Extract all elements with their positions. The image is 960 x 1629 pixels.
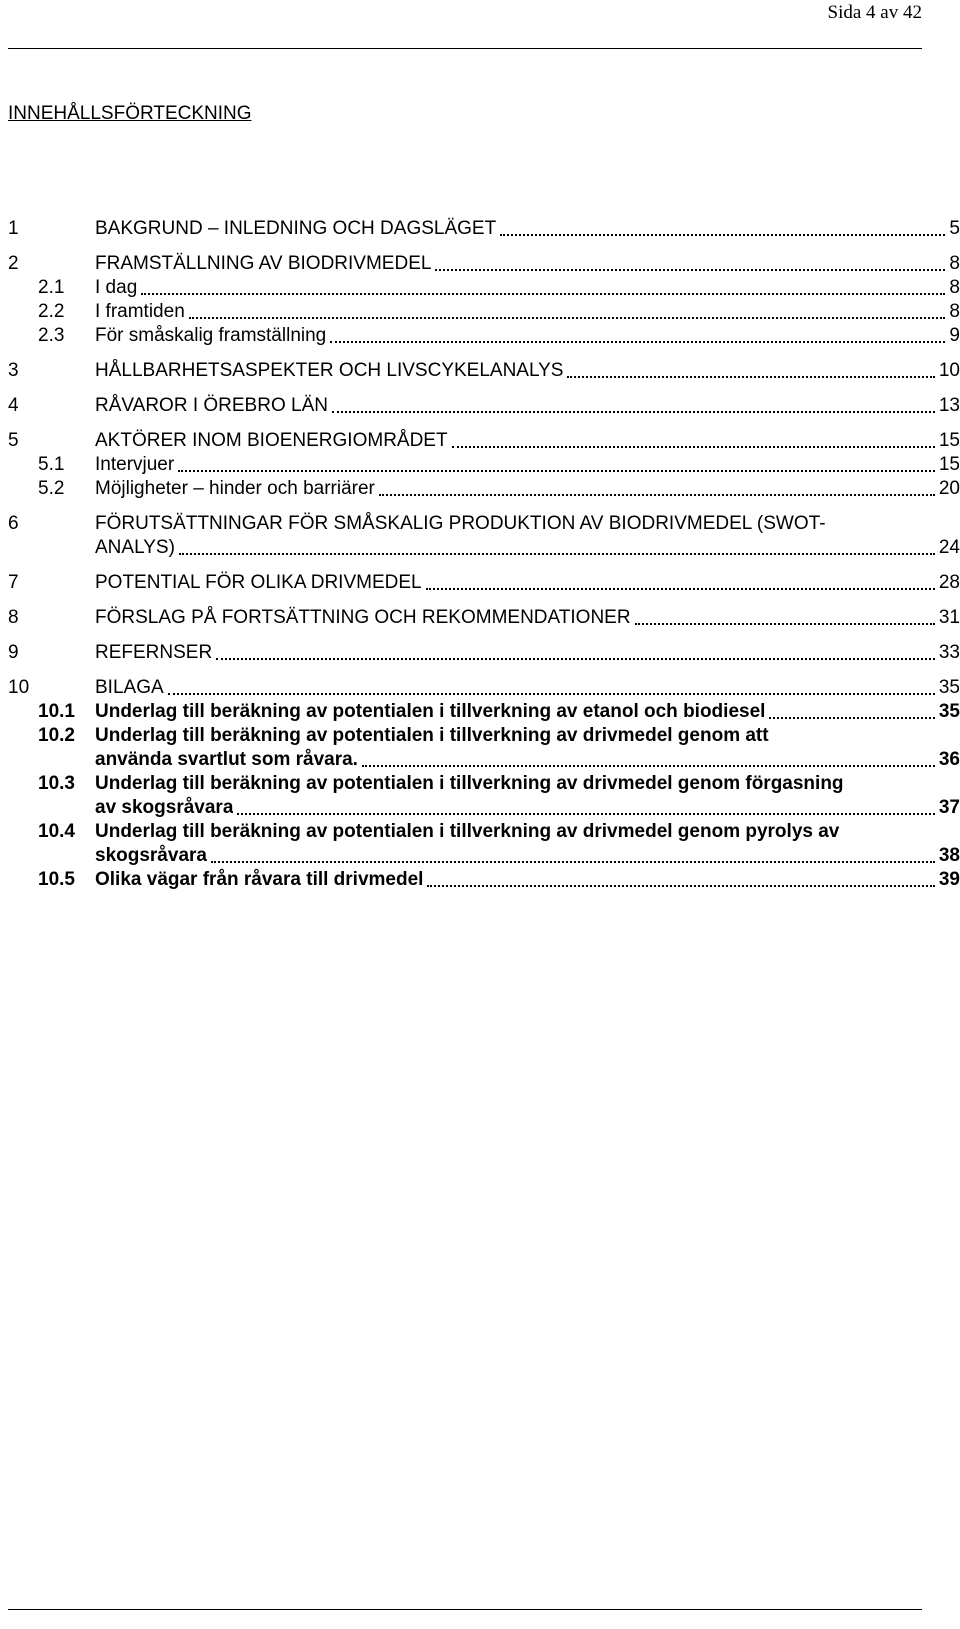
- dot-leader: [379, 494, 935, 496]
- toc-entry-page: 35: [938, 701, 960, 722]
- toc-entry-title: REFERNSER: [95, 642, 213, 663]
- toc-entry-page: 24: [938, 537, 960, 558]
- toc-entry-5[interactable]: [8, 429, 960, 453]
- toc-entry-page: 33: [938, 642, 960, 663]
- toc-entry-number: 8: [8, 607, 19, 628]
- toc-entry-7[interactable]: [8, 571, 960, 595]
- toc-entry-number: 4: [8, 395, 19, 416]
- toc-entry-title: AKTÖRER INOM BIOENERGIOMRÅDET: [95, 430, 448, 451]
- toc-entry-title: RÅVAROR I ÖREBRO LÄN: [95, 395, 328, 416]
- toc-entry-title-line2: ANALYS): [95, 537, 175, 558]
- toc-entry-5-1[interactable]: [8, 453, 960, 477]
- toc-entry-10-3[interactable]: [8, 772, 960, 820]
- toc-entry-page: 9: [949, 325, 960, 346]
- footer-rule: [8, 1609, 922, 1610]
- dot-leader: [452, 446, 935, 448]
- dot-leader: [178, 470, 935, 472]
- toc-entry-page: 38: [938, 845, 960, 866]
- toc-entry-number: 5.1: [38, 454, 65, 475]
- dot-leader: [189, 317, 946, 319]
- toc-entry-number: 2.1: [38, 277, 65, 298]
- toc-entry-title-line2: skogsråvara: [95, 845, 207, 866]
- toc-entry-title: I framtiden: [95, 301, 185, 322]
- dot-leader: [332, 411, 935, 413]
- toc-entry-title: Intervjuer: [95, 454, 175, 475]
- toc-entry-10-1[interactable]: [8, 700, 960, 724]
- toc-entry-title: POTENTIAL FÖR OLIKA DRIVMEDEL: [95, 572, 422, 593]
- dot-leader: [216, 658, 935, 660]
- dot-leader: [362, 765, 935, 767]
- toc-entry-2-2[interactable]: [8, 300, 960, 324]
- dot-leader: [330, 341, 945, 343]
- page-number: Sida 4 av 42: [827, 2, 922, 23]
- toc-entry-10-5[interactable]: [8, 868, 960, 892]
- toc-entry-number: 10.4: [38, 821, 75, 842]
- toc-entry-number: 10.3: [38, 773, 75, 794]
- dot-leader: [500, 234, 945, 236]
- toc-entry-number: 5: [8, 430, 19, 451]
- toc-entry-5-2[interactable]: [8, 477, 960, 501]
- dot-leader: [211, 861, 935, 863]
- toc-entry-title: Möjligheter – hinder och barriärer: [95, 478, 375, 499]
- toc-entry-page: 13: [938, 395, 960, 416]
- toc-entry-title-line2: av skogsråvara: [95, 797, 234, 818]
- dot-leader: [168, 693, 935, 695]
- toc-entry-page: 15: [938, 430, 960, 451]
- dot-leader: [635, 623, 935, 625]
- toc-entry-2[interactable]: [8, 252, 960, 276]
- toc-entry-title: BILAGA: [95, 677, 164, 698]
- toc-entry-title: Olika vägar från råvara till drivmedel: [95, 869, 424, 890]
- toc-entry-page: 31: [938, 607, 960, 628]
- toc-entry-page: 36: [938, 749, 960, 770]
- toc-entry-page: 8: [949, 301, 960, 322]
- toc-entry-page: 37: [938, 797, 960, 818]
- toc-entry-number: 10.2: [38, 725, 75, 746]
- toc-entry-10-2[interactable]: [8, 724, 960, 772]
- toc-entry-title-line1: Underlag till beräkning av potentialen i tillverkning av drivmedel genom förgasning: [95, 773, 844, 794]
- toc-entry-title-line1: Underlag till beräkning av potentialen i tillverkning av drivmedel genom att: [95, 725, 769, 746]
- toc-entry-number: 10.5: [38, 869, 75, 890]
- toc-entry-number: 5.2: [38, 478, 65, 499]
- toc-entry-number: 2.2: [38, 301, 65, 322]
- toc-entry-page: 15: [938, 454, 960, 475]
- dot-leader: [426, 588, 935, 590]
- toc-entry-title-line1: Underlag till beräkning av potentialen i tillverkning av drivmedel genom pyrolys av: [95, 821, 840, 842]
- dot-leader: [427, 885, 934, 887]
- dot-leader: [435, 269, 945, 271]
- toc-entry-10-4[interactable]: [8, 820, 960, 868]
- toc-entry-number: 2: [8, 253, 19, 274]
- toc-entry-page: 28: [938, 572, 960, 593]
- toc-entry-number: 6: [8, 513, 19, 534]
- toc-entry-6[interactable]: [8, 512, 960, 560]
- header-rule: [8, 48, 922, 49]
- toc-entry-4[interactable]: [8, 394, 960, 418]
- toc-entry-10[interactable]: [8, 676, 960, 700]
- toc-entry-9[interactable]: [8, 641, 960, 665]
- toc-entry-title: FRAMSTÄLLNING AV BIODRIVMEDEL: [95, 253, 432, 274]
- toc-entry-title: FÖRSLAG PÅ FORTSÄTTNING OCH REKOMMENDATIONER: [95, 607, 631, 628]
- toc-entry-page: 39: [938, 869, 960, 890]
- toc-entry-page: 8: [949, 277, 960, 298]
- toc-entry-number: 3: [8, 360, 19, 381]
- dot-leader: [769, 717, 934, 719]
- toc-entry-2-3[interactable]: [8, 324, 960, 348]
- toc-entry-number: 10.1: [38, 701, 75, 722]
- toc-entry-page: 35: [938, 677, 960, 698]
- toc-entry-title: I dag: [95, 277, 138, 298]
- toc-entry-1[interactable]: [8, 217, 960, 241]
- toc-entry-number: 10: [8, 677, 30, 698]
- toc-entry-page: 5: [949, 218, 960, 239]
- dot-leader: [567, 376, 934, 378]
- toc-entry-number: 2.3: [38, 325, 65, 346]
- toc-entry-title: Underlag till beräkning av potentialen i tillverkning av etanol och biodiesel: [95, 701, 766, 722]
- toc-entry-title: För småskalig framställning: [95, 325, 327, 346]
- toc-entry-title-line1: FÖRUTSÄTTNINGAR FÖR SMÅSKALIG PRODUKTION AV BIODRIVMEDEL (SWOT-: [95, 513, 826, 534]
- toc-heading: INNEHÅLLSFÖRTECKNING: [8, 103, 252, 124]
- toc-entry-3[interactable]: [8, 359, 960, 383]
- dot-leader: [179, 553, 935, 555]
- toc-entry-8[interactable]: [8, 606, 960, 630]
- toc-entry-number: 7: [8, 572, 19, 593]
- dot-leader: [141, 293, 945, 295]
- toc-entry-title-line2: använda svartlut som råvara.: [95, 749, 358, 770]
- toc-entry-page: 10: [938, 360, 960, 381]
- toc-entry-number: 1: [8, 218, 19, 239]
- toc-entry-title: BAKGRUND – INLEDNING OCH DAGSLÄGET: [95, 218, 497, 239]
- toc-entry-number: 9: [8, 642, 19, 663]
- toc-entry-title: HÅLLBARHETSASPEKTER OCH LIVSCYKELANALYS: [95, 360, 564, 381]
- toc-entry-2-1[interactable]: [8, 276, 960, 300]
- toc-entry-page: 20: [938, 478, 960, 499]
- table-of-contents: [8, 217, 960, 1567]
- toc-entry-page: 8: [949, 253, 960, 274]
- dot-leader: [237, 813, 934, 815]
